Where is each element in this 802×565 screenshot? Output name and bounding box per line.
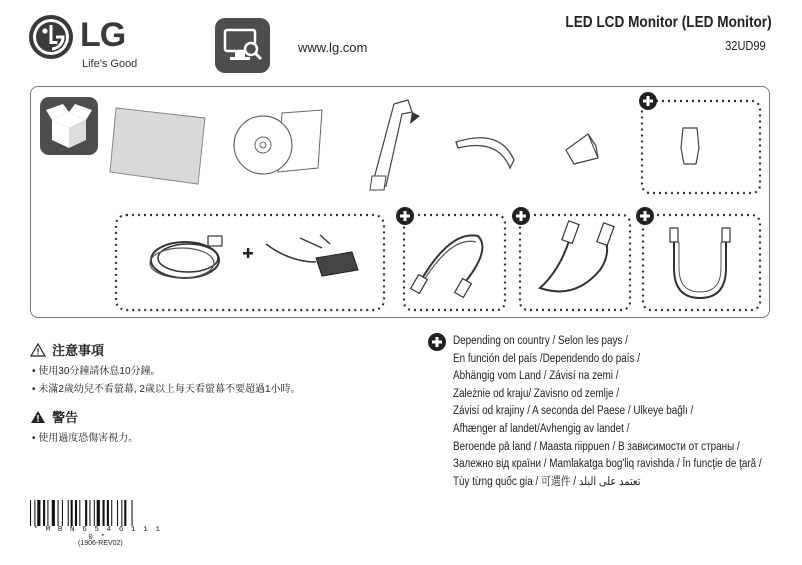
website-url[interactable]: www.lg.com [298, 40, 368, 55]
country-note-line: Tùy từng quốc gia / 可選件 / تعتمد على البلد [453, 475, 641, 488]
product-title: LED LCD Monitor (LED Monitor) [565, 14, 772, 31]
caution-line: • 未滿2歲幼兒不看螢幕, 2歲以上每天看螢幕不要超過1小時。 [32, 384, 301, 395]
logo-text: LG [80, 16, 126, 54]
displayport-cable-icon [540, 221, 614, 292]
alert-heading-text: 警告 [52, 410, 79, 425]
alert-line: • 使用過度恐傷害視力。 [32, 433, 139, 444]
warning-triangle-icon [30, 410, 46, 424]
warning-section [30, 340, 410, 444]
stand-arm-icon [370, 100, 420, 190]
country-note-line: En función del país /Dependendo do país / [453, 352, 640, 365]
optional-plus-icon [639, 92, 657, 110]
ac-adapter-icon [266, 235, 358, 276]
barcode-number: * M B N 6 5 4 6 1 1 1 0 * [33, 526, 162, 542]
country-note-lines [453, 333, 793, 491]
power-cord-icon [150, 236, 222, 278]
box-icon [40, 97, 98, 155]
stand-base-icon [456, 138, 514, 168]
alert-heading [30, 407, 410, 426]
country-note-line: Zależnie od kraju/ Zavisno od zemlje / [453, 387, 620, 400]
caution-line: • 使用30分鐘請休息10分鐘。 [32, 366, 161, 377]
caution-heading [30, 340, 410, 359]
monitor-panel-icon [110, 108, 205, 184]
revision-code: (1906-REV02) [78, 540, 123, 547]
logo-tagline: Life's Good [82, 58, 138, 70]
caution-triangle-icon [30, 343, 46, 357]
caution-heading-text: 注意事項 [52, 343, 105, 358]
country-note-line: Beroende på land / Maasta riippuen / В зависимости от страны / [453, 440, 740, 453]
optional-plus-icon [428, 333, 446, 351]
optional-plus-icon [636, 207, 654, 225]
screw-adapter-icon [681, 128, 699, 164]
country-note-line: Abhängig vom Land / Závisí na zemi / [453, 370, 619, 383]
country-note-line: Залежно від країни / Mamlakatga bog'liq ravishda / În funcţie de ţară / [453, 458, 762, 471]
optional-plus-icon [396, 207, 414, 225]
barcode [30, 500, 165, 526]
country-note-line: Závisí od krajiny / A seconda del Paese / Ülkeye bağlı / [453, 405, 694, 418]
cd-manual-icon [234, 110, 322, 174]
usb-c-cable-icon [670, 228, 730, 298]
cable-holder-icon [566, 134, 598, 164]
hdmi-cable-icon [411, 235, 483, 297]
optional-plus-icon [512, 207, 530, 225]
plus-sign-icon [243, 248, 253, 258]
country-note-line: Depending on country / Selon les pays / [453, 335, 628, 347]
model-number: 32UD99 [725, 38, 766, 53]
country-note-line: Afhænger af landet/Avhengig av landet / [453, 422, 630, 435]
